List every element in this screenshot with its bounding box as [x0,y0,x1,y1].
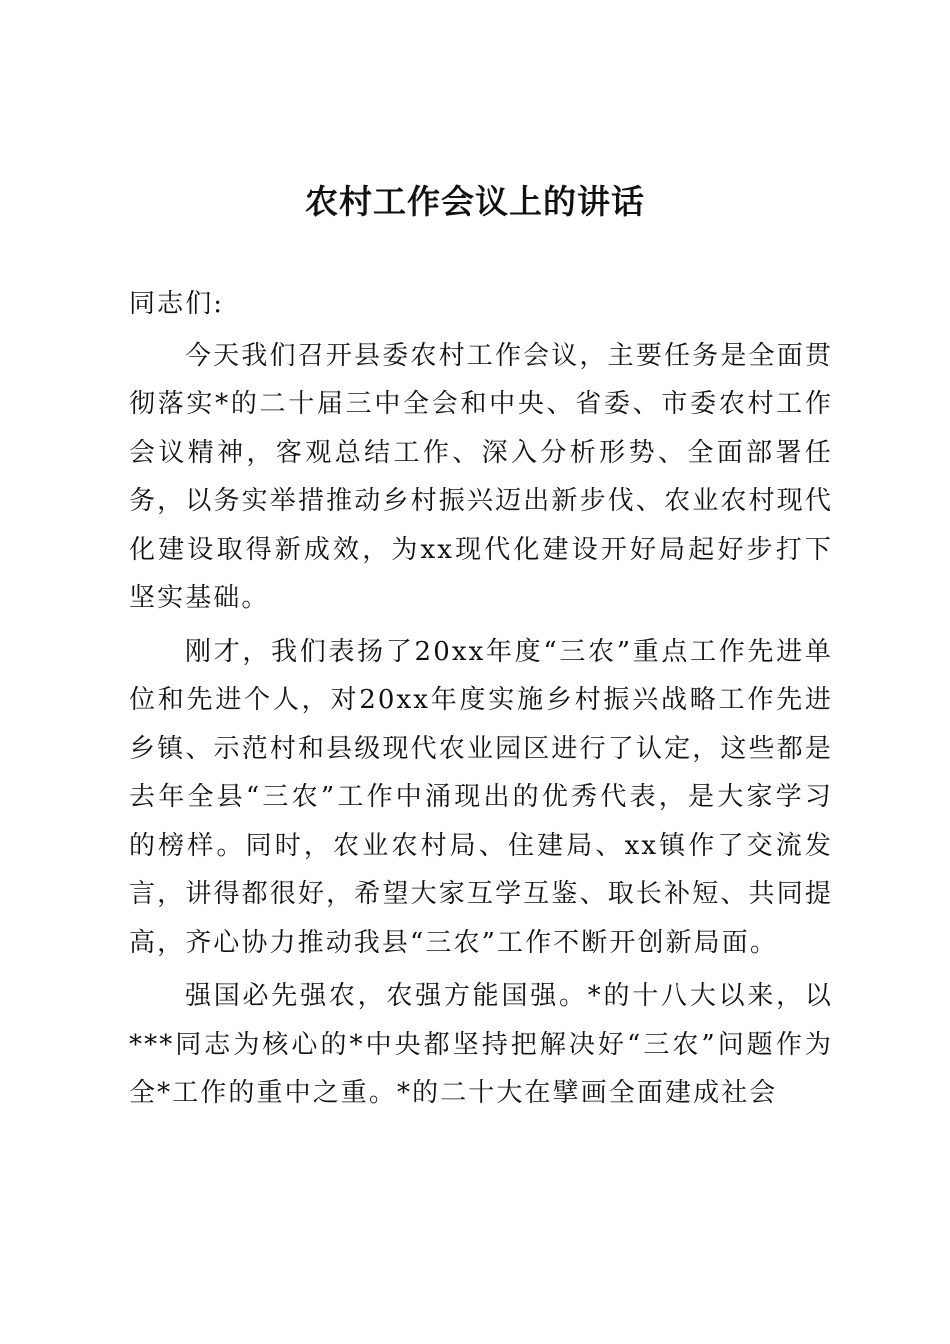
document-body [129,280,833,1123]
paragraph-2: 刚才，我们表扬了20xx年度“三农”重点工作先进单位和先进个人，对20xx年度实施乡村振兴战略工作先进乡镇、示范村和县级现代农业园区进行了认定，这些都是去年全县“三农”工作中涌现出的优秀代表，是大家学习的榜样。同时，农业农村局、住建局、xx镇作了交流发言，讲得都很好，希望大家互学互鉴、取长补短、共同提高，齐心协力推动我县“三农”工作不断开创新局面。 [129,636,833,958]
salutation: 同志们: [129,289,225,319]
document-title: 农村工作会议上的讲话 [305,182,645,221]
paragraph-1: 今天我们召开县委农村工作会议，主要任务是全面贯彻落实*的二十届三中全会和中央、省委、市委农村工作会议精神，客观总结工作、深入分析形势、全面部署任务，以务实举措推动乡村振兴迈出新步伐、农业农村现代化建设取得新成效，为xx现代化建设开好局起好步打下坚实基础。 [129,340,833,613]
paragraph-3: 强国必先强农，农强方能国强。*的十八大以来，以***同志为核心的*中央都坚持把解决好“三农”问题作为全*工作的重中之重。*的二十大在擘画全面建成社会 [129,981,833,1108]
